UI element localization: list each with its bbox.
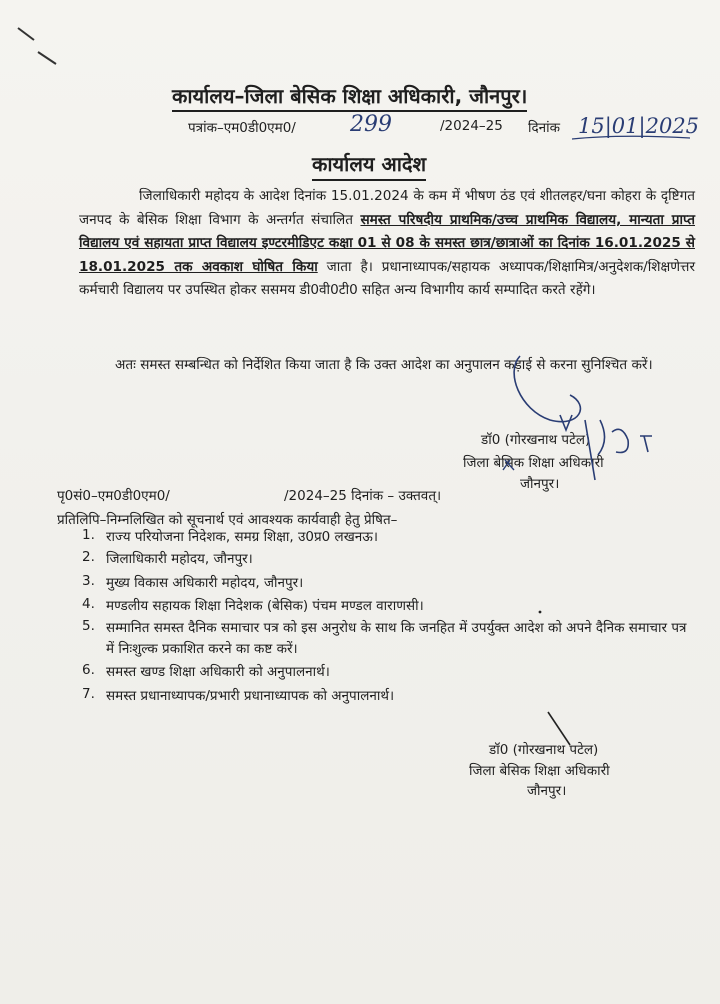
compliance-text: अतः समस्त सम्बन्धित को निर्देशित किया जाता है कि उक्त आदेश का अनुपालन कड़ाई से करना सुनिश्चित करें।	[115, 357, 653, 373]
list-item-number: 1.	[82, 527, 95, 543]
signatory-name: डॉ0 (गोरखनाथ पटेल)	[481, 432, 591, 448]
letter-date-label: दिनांक	[528, 120, 561, 136]
list-item-text: राज्य परियोजना निदेशक, समग्र शिक्षा, उ0प्र0 लखनऊ।	[106, 529, 378, 545]
stray-pen-mark	[18, 28, 34, 40]
letter-ref-number: 299	[350, 112, 392, 137]
list-item-number: 7.	[82, 686, 95, 702]
list-item-text: सम्मानित समस्त दैनिक समाचार पत्र को इस अनुरोध के साथ कि जनहित में उपर्युक्त आदेश को अपने दैनिक समाचार पत्र में निःशुल्क प्रकाशित करने का कष्ट करें।	[106, 620, 687, 657]
copy-to-heading: प्रतिलिपि–निम्नलिखित को सूचनार्थ एवं आवश्यक कार्यवाही हेतु प्रेषित–	[57, 512, 398, 528]
letter-ref-prefix: पत्रांक–एम0डी0एम0/	[188, 120, 296, 136]
order-text-highlight: समस्त परिषदीय प्राथमिक/उच्च प्राथमिक विद्यालय, मान्यता प्राप्त विद्यालय एवं सहायता प्राप्त विद्यालय इण्टरमीडिएट कक्षा 01 से 08 के समस्त छात्र/छात्राओं का दिनांक 16.01.2025 से 18.01.2025 तक अवकाश घोषित किया	[79, 211, 695, 275]
list-item-text: जिलाधिकारी महोदय, जौनपुर।	[106, 551, 253, 567]
list-item-text: मण्डलीय सहायक शिक्षा निदेशक (बेसिक) पंचम मण्डल वाराणसी।	[106, 598, 424, 614]
list-item-number: 4.	[82, 596, 95, 612]
signatory-post: जिला बेसिक शिक्षा अधिकारी	[463, 455, 604, 471]
office-title: कार्यालय–जिला बेसिक शिक्षा अधिकारी, जौनपुर।	[172, 82, 527, 109]
list-item-number: 5.	[82, 618, 95, 634]
letter-date: 15|01|2025	[578, 114, 700, 138]
order-text-rest: जाता है। प्रधानाध्यापक/सहायक अध्यापक/शिक्षामित्र/अनुदेशक/शिक्षणेत्तर कर्मचारी विद्यालय पर उपस्थित होकर ससमय डी0वी0टी0 सहित अन्य विभागीय कार्य सम्पादित करते रहेंगे।	[79, 258, 696, 298]
order-text-intro: जिलाधिकारी महोदय के आदेश दिनांक 15.01.2024 के कम में भीषण ठंड एवं शीतलहर/घना कोहरा के दृष्टिगत जनपद के बेसिक शिक्षा विभाग के अन्तर्गत संचालित	[79, 188, 695, 228]
list-item-number: 2.	[82, 549, 95, 565]
order-paragraph-1	[79, 185, 695, 303]
endorsement-signatory-post: जिला बेसिक शिक्षा अधिकारी	[469, 763, 610, 779]
list-item-text: मुख्य विकास अधिकारी महोदय, जौनपुर।	[106, 575, 304, 591]
list-item-text: समस्त प्रधानाध्यापक/प्रभारी प्रधानाध्यापक को अनुपालनार्थ।	[106, 688, 395, 704]
list-item-text: समस्त खण्ड शिक्षा अधिकारी को अनुपालनार्थ।	[106, 664, 330, 680]
list-item-number: 6.	[82, 662, 95, 678]
endorsement-signatory-name: डॉ0 (गोरखनाथ पटेल)	[489, 742, 599, 758]
order-title: कार्यालय आदेश	[312, 150, 426, 177]
endorsement-signatory-city: जौनपुर।	[527, 783, 567, 799]
stray-pen-mark	[38, 52, 56, 64]
endorsement-date: /2024–25 दिनांक – उक्तवत्।	[284, 488, 442, 504]
endorsement-ref: पृ0सं0–एम0डी0एम0/	[57, 488, 170, 504]
letter-ref-year: /2024–25	[440, 118, 503, 134]
signatory-city: जौनपुर।	[520, 476, 560, 492]
list-item-number: 3.	[82, 573, 95, 589]
order-paragraph-2	[79, 354, 695, 378]
